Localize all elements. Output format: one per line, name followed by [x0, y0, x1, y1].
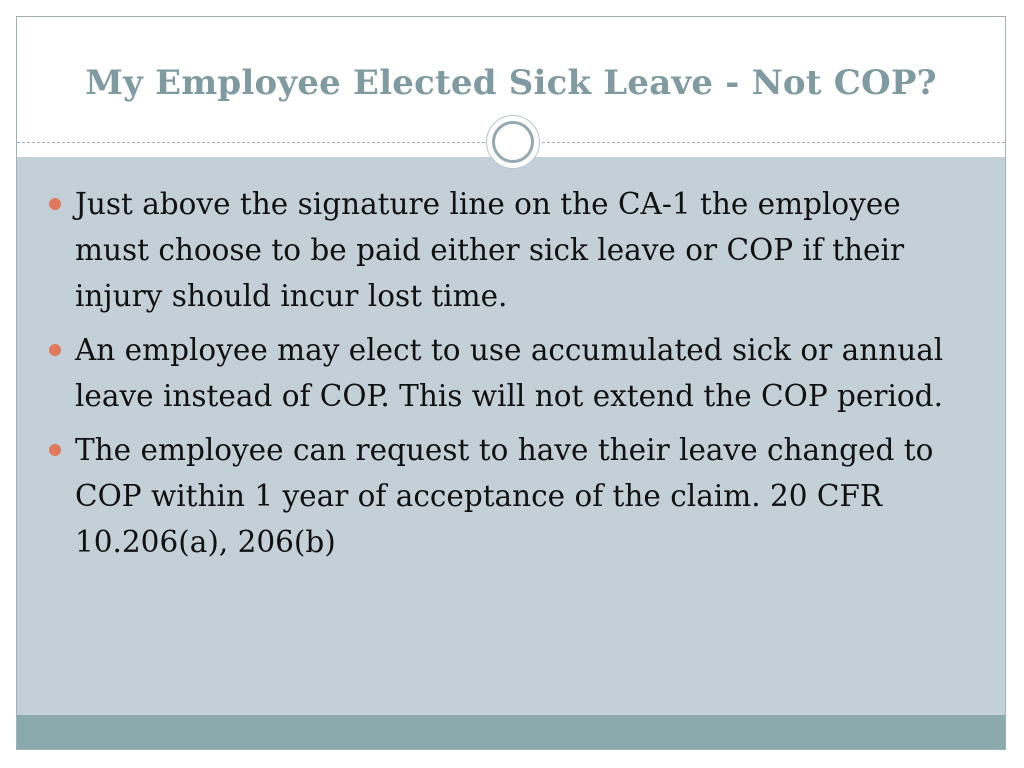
- circle-ring-icon: [486, 115, 540, 169]
- bullet-item: [49, 327, 979, 419]
- bullet-item: [49, 427, 979, 565]
- bullet-dot-icon: [49, 444, 61, 456]
- bullet-dot-icon: [49, 198, 61, 210]
- circle-ring-inner: [492, 121, 534, 163]
- bullet-text: Just above the signature line on the CA-1 the employee must choose to be paid either sick leave or COP if their injury should incur lost time.: [75, 187, 905, 313]
- bullet-list: [49, 181, 979, 573]
- slide-title: My Employee Elected Sick Leave - Not COP?: [85, 63, 937, 103]
- slide-frame: [16, 16, 1006, 750]
- bullet-item: [49, 181, 979, 319]
- footer-bar: [17, 715, 1005, 749]
- bullet-text: An employee may elect to use accumulated sick or annual leave instead of COP. This will not extend the COP period.: [75, 333, 944, 413]
- bullet-text: The employee can request to have their leave changed to COP within 1 year of acceptance of the claim. 20 CFR 10.206(a), 206(b): [75, 433, 934, 559]
- bullet-dot-icon: [49, 344, 61, 356]
